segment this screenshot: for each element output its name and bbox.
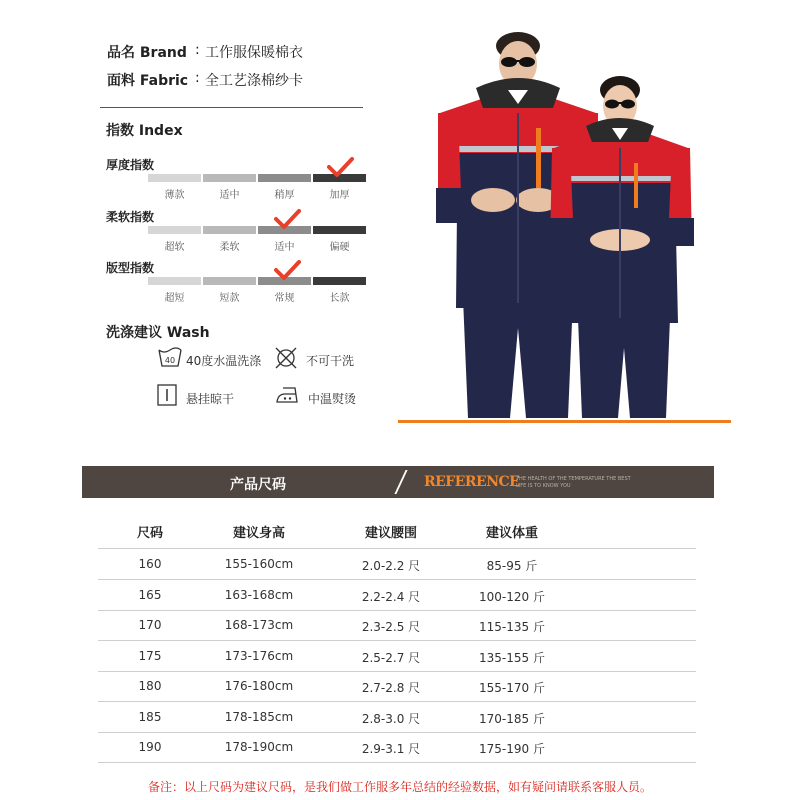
fit-options [148, 289, 366, 304]
header-weight: 建议体重 [485, 526, 538, 541]
fabric-value: 全工艺涤棉纱卡 [205, 73, 303, 89]
hang-dry-icon [157, 384, 177, 406]
table-row-divider [98, 610, 696, 611]
brand-value: 工作服保暖棉衣 [205, 45, 303, 61]
height-cell: 173-176cm [224, 648, 294, 663]
photo-underline [398, 420, 731, 423]
weight-cell: 155-170 斤 [479, 681, 545, 695]
checkmark-icon [273, 259, 301, 281]
table-divider [98, 548, 696, 549]
softness-options [148, 238, 366, 253]
option-label: 柔软 [219, 242, 240, 253]
waist-cell: 2.2-2.4 尺 [361, 589, 421, 604]
index-title: 指数 Index [106, 123, 183, 139]
option-label: 薄款 [164, 190, 185, 201]
waist-cell: 2.0-2.2 尺 [361, 559, 421, 573]
option-label: 长款 [329, 293, 350, 304]
option-label: 短款 [219, 293, 240, 304]
waist-cell: 2.5-2.7 尺 [361, 650, 421, 665]
wash-40-label: 40度水温洗涤 [186, 354, 262, 368]
iron-medium-label: 中温熨烫 [308, 392, 357, 406]
reference-label: REFERENCE [424, 474, 520, 490]
height-cell: 155-160cm [224, 557, 294, 571]
option-label: 常规 [274, 293, 295, 304]
height-cell: 176-180cm [224, 679, 294, 693]
iron-medium-icon [275, 384, 301, 406]
weight-cell: 170-185 斤 [479, 711, 545, 726]
option-label: 稍厚 [274, 190, 295, 201]
thickness-index-label: 厚度指数 [106, 158, 155, 172]
size-cell: 175 [138, 648, 162, 663]
models-in-workwear-image [398, 18, 731, 420]
weight-cell: 115-135 斤 [479, 620, 545, 634]
header-waist: 建议腰围 [364, 526, 417, 541]
hang-dry-label: 悬挂晾干 [186, 392, 235, 406]
table-row-divider [98, 732, 696, 733]
softness-index-label: 柔软指数 [106, 210, 155, 224]
brand-row [107, 42, 303, 62]
size-cell: 170 [138, 618, 162, 632]
option-label: 超短 [164, 293, 185, 304]
option-label: 超软 [164, 242, 185, 253]
product-photo [398, 18, 731, 420]
fit-index-label: 版型指数 [106, 261, 155, 275]
table-row-divider [98, 640, 696, 641]
waist-cell: 2.8-3.0 尺 [361, 711, 421, 726]
height-cell: 163-168cm [224, 587, 294, 602]
table-row-divider [98, 701, 696, 702]
wash-temp-text: 40 [164, 356, 176, 365]
table-row-divider [98, 762, 696, 763]
waist-cell: 2.7-2.8 尺 [361, 681, 421, 695]
size-cell: 180 [138, 679, 162, 693]
size-cell: 160 [138, 557, 162, 571]
divider [100, 107, 363, 108]
brand-label: 品名 Brand [107, 45, 187, 61]
table-row-divider [98, 579, 696, 580]
softness-scale [148, 226, 366, 234]
fabric-label: 面料 Fabric [107, 73, 189, 89]
fit-scale [148, 277, 366, 285]
option-label: 偏硬 [329, 242, 350, 253]
option-label: 适中 [274, 242, 295, 253]
fabric-separator: : [195, 70, 200, 86]
size-cell: 185 [138, 709, 162, 724]
checkmark-icon [326, 156, 354, 178]
size-note: 备注：以上尺码为建议尺码，是我们做工作服多年总结的经验数据，如有疑问请联系客服人员。 [147, 780, 652, 794]
weight-cell: 100-120 斤 [479, 589, 545, 604]
size-banner-title: 产品尺码 [230, 477, 286, 493]
height-cell: 178-190cm [224, 740, 294, 754]
weight-cell: 85-95 斤 [486, 559, 538, 573]
table-row-divider [98, 671, 696, 672]
no-dry-clean-icon [274, 346, 298, 370]
weight-cell: 175-190 斤 [479, 742, 545, 756]
option-label: 适中 [219, 190, 240, 201]
header-height: 建议身高 [232, 526, 285, 541]
height-cell: 168-173cm [224, 618, 294, 632]
thickness-options [148, 186, 366, 201]
height-cell: 178-185cm [224, 709, 294, 724]
wash-title: 洗涤建议 Wash [106, 325, 210, 341]
option-label: 加厚 [329, 190, 350, 201]
no-dry-clean-label: 不可干洗 [306, 354, 355, 368]
size-cell: 165 [138, 587, 162, 602]
weight-cell: 135-155 斤 [479, 650, 545, 665]
wash-40-icon [157, 346, 183, 368]
fabric-row [107, 70, 303, 90]
brand-separator: : [195, 42, 200, 58]
size-cell: 190 [138, 740, 162, 754]
waist-cell: 2.3-2.5 尺 [361, 620, 421, 634]
waist-cell: 2.9-3.1 尺 [361, 742, 421, 756]
checkmark-icon [273, 208, 301, 230]
banner-tagline: THE HEALTH OF THE TEMPERATURE THE BEST LIFE IS TO KNOW YOU [516, 476, 631, 489]
header-size: 尺码 [136, 526, 163, 541]
